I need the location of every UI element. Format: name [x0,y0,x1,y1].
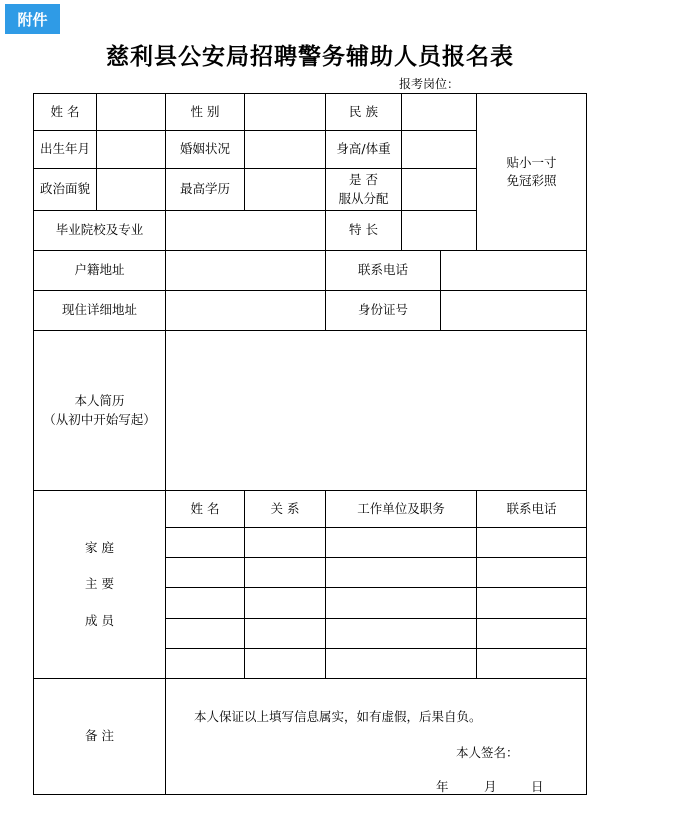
birth-field[interactable] [97,131,166,169]
post-field [399,75,579,92]
family-header-work: 工作单位及职务 [326,491,477,528]
attachment-badge: 附件 [5,4,60,34]
family-cell-phone[interactable] [477,649,587,679]
family-cell-name[interactable] [166,528,245,558]
political-label: 政治面貌 [34,169,97,211]
school-field[interactable] [166,211,326,251]
post-label: 报考岗位： [399,77,460,91]
family-cell-work[interactable] [326,588,477,619]
family-cell-relation[interactable] [245,528,326,558]
political-field[interactable] [97,169,166,211]
declaration-text: 本人保证以上填写信息属实，如有虚假，后果自负。 [194,709,482,724]
gender-label: 性 别 [166,94,245,131]
hukou-label: 户籍地址 [34,251,166,291]
family-cell-work[interactable] [326,619,477,649]
specialty-field[interactable] [402,211,477,251]
education-label: 最高学历 [166,169,245,211]
remarks-field[interactable] [166,679,587,795]
family-cell-name[interactable] [166,619,245,649]
date-year: 年 [436,779,449,794]
allocation-field[interactable] [402,169,477,211]
family-cell-work[interactable] [326,649,477,679]
address-field[interactable] [166,291,326,331]
family-cell-work[interactable] [326,528,477,558]
marital-field[interactable] [245,131,326,169]
family-cell-phone[interactable] [477,558,587,588]
date-day: 日 [531,779,544,794]
family-cell-relation[interactable] [245,649,326,679]
id-number-label: 身份证号 [326,291,441,331]
height-weight-field[interactable] [402,131,477,169]
date-month: 月 [484,779,497,794]
form-title: 慈利县公安局招聘警务辅助人员报名表 [106,44,514,70]
school-label: 毕业院校及专业 [34,211,166,251]
education-field[interactable] [245,169,326,211]
gender-field[interactable] [245,94,326,131]
specialty-label: 特 长 [326,211,402,251]
resume-label: 本人简历 （从初中开始写起） [34,331,166,491]
address-label: 现住详细地址 [34,291,166,331]
name-field[interactable] [97,94,166,131]
name-label: 姓 名 [34,94,97,131]
ethnicity-label: 民 族 [326,94,402,131]
hukou-field[interactable] [166,251,326,291]
resume-field[interactable] [166,331,587,491]
family-cell-name[interactable] [166,649,245,679]
photo-box[interactable]: 贴小一寸 免冠彩照 [477,94,587,251]
ethnicity-field[interactable] [402,94,477,131]
allocation-label: 是 否 服从分配 [326,169,402,211]
family-label: 家 庭 主 要 成 员 [34,491,166,679]
family-cell-phone[interactable] [477,588,587,619]
signature-label: 本人签名： [456,745,519,760]
family-header-relation: 关 系 [245,491,326,528]
birth-label: 出生年月 [34,131,97,169]
phone-field[interactable] [441,251,587,291]
family-cell-name[interactable] [166,588,245,619]
family-cell-relation[interactable] [245,619,326,649]
family-cell-work[interactable] [326,558,477,588]
remarks-label: 备 注 [34,679,166,795]
family-cell-phone[interactable] [477,528,587,558]
family-cell-name[interactable] [166,558,245,588]
registration-form [33,93,587,795]
family-cell-relation[interactable] [245,588,326,619]
phone-label: 联系电话 [326,251,441,291]
height-weight-label: 身高/体重 [326,131,402,169]
marital-label: 婚姻状况 [166,131,245,169]
id-number-field[interactable] [441,291,587,331]
family-header-name: 姓 名 [166,491,245,528]
family-cell-relation[interactable] [245,558,326,588]
family-cell-phone[interactable] [477,619,587,649]
family-header-phone: 联系电话 [477,491,587,528]
